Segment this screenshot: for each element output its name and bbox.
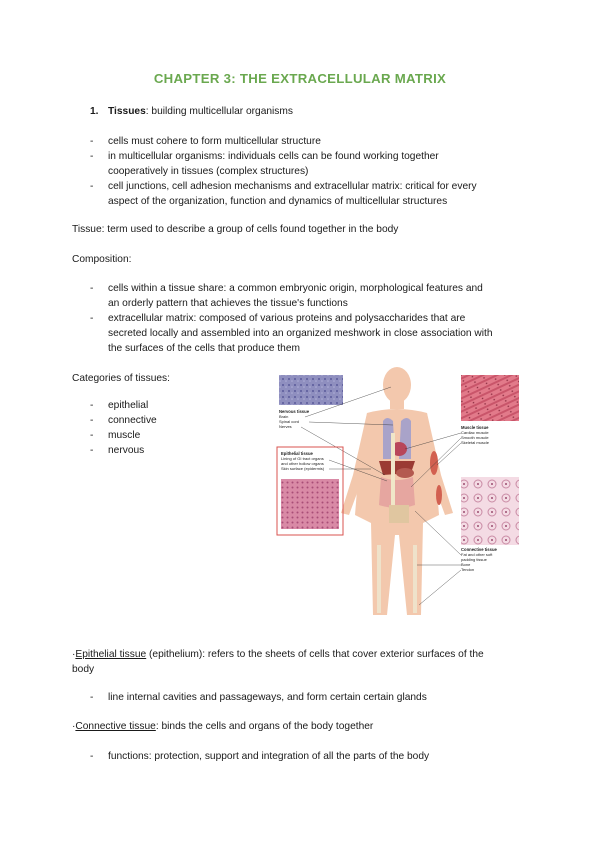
epithelial-heading: Epithelial tissue (281, 451, 313, 456)
bullet-dash: - (90, 430, 94, 441)
bullet-dash: - (90, 136, 94, 147)
connective-item: Bone (461, 562, 471, 567)
category-item: nervous (108, 445, 145, 456)
section-heading (108, 104, 293, 119)
list-item: functions: protection, support and integration of all the parts of the body (108, 751, 430, 762)
epithelial-definition: (epithelium): refers to the sheets of cells that cover exterior surfaces of the (146, 649, 484, 660)
list-item-line: the surfaces of the cells that produce them (108, 343, 300, 354)
bullet-dash: - (90, 445, 94, 456)
muscle-tissue-image (461, 375, 519, 421)
epithelial-paragraph-line2: body (72, 664, 95, 675)
bullet-dash: - (90, 313, 94, 324)
muscle-item: Smooth muscle (461, 435, 489, 440)
list-item-line: extracellular matrix: composed of various proteins and polysaccharides that are (108, 313, 466, 324)
list-item-line: an orderly pattern that achieves the tissue's functions (108, 298, 348, 309)
list-item-line: cooperatively in tissues (complex structures) (108, 166, 309, 177)
list-item-line: aspect of the organization, function and dynamics of multicellular structures (108, 196, 448, 207)
list-item-line: cells within a tissue share: a common embryonic origin, morphological features and (108, 283, 483, 294)
connective-item: padding tissue (461, 557, 487, 562)
list-item: line internal cavities and passageways, and form certain certain glands (108, 692, 427, 703)
tissue-definition: Tissue: term used to describe a group of cells found together in the body (72, 224, 399, 235)
bullet-dash: - (90, 751, 94, 762)
bullet-dash: - (90, 283, 94, 294)
category-item: connective (108, 415, 157, 426)
bullet-dash: - (90, 151, 94, 162)
nervous-item: Brain (279, 414, 289, 419)
muscle-item: Cardiac muscle (461, 430, 489, 435)
bullet-dash: - (90, 692, 94, 703)
connective-tissue-image (461, 477, 519, 545)
chapter-title: CHAPTER 3: THE EXTRACELLULAR MATRIX (153, 71, 447, 86)
connective-paragraph (72, 719, 373, 734)
category-item: epithelial (108, 400, 149, 411)
epithelial-item: Lining of GI tract organs (281, 456, 324, 461)
epithelial-item: Skin surface (epidermis) (281, 466, 325, 471)
nervous-tissue-image (279, 375, 343, 405)
list-item-line: secreted locally and assembled into an organized meshwork in close association with (108, 328, 493, 339)
connective-heading: Connective tissue (461, 547, 497, 552)
connective-definition: : binds the cells and organs of the body together (155, 721, 374, 732)
epithelial-item: and other hollow organs (281, 461, 324, 466)
paragraph-marker: · (72, 721, 76, 732)
composition-label: Composition: (72, 254, 132, 265)
human-body-illustration (341, 367, 453, 615)
connective-term: Connective tissue (75, 721, 156, 732)
list-item-line: in multicellular organisms: individuals cells can be found working together (108, 151, 439, 162)
epithelial-paragraph (72, 647, 484, 662)
tissue-figure (275, 365, 525, 625)
connective-item: Fat and other soft (461, 552, 493, 557)
epithelial-term: Epithelial tissue (75, 649, 147, 660)
muscle-item: Skeletal muscle (461, 440, 490, 445)
connective-item: Tendon (461, 567, 475, 572)
section-number: 1. (90, 106, 99, 117)
pointer-line (419, 570, 461, 605)
pointer-line (437, 443, 461, 465)
categories-label: Categories of tissues: (72, 373, 170, 384)
list-item-line: cell junctions, cell adhesion mechanisms and extracellular matrix: critical for every (108, 181, 477, 192)
paragraph-marker: · (72, 649, 76, 660)
bullet-dash: - (90, 181, 94, 192)
nervous-item: Nerves (279, 424, 292, 429)
section-heading-term: Tissues (108, 106, 146, 117)
epithelial-tissue-image (281, 479, 339, 529)
nervous-heading: Nervous tissue (279, 409, 310, 414)
bullet-dash: - (90, 400, 94, 411)
nervous-item: Spinal cord (279, 419, 300, 424)
category-item: muscle (108, 430, 141, 441)
muscle-heading: Muscle tissue (461, 425, 489, 430)
section-heading-rest: : building multicellular organisms (145, 106, 293, 117)
list-item: cells must cohere to form multicellular structure (108, 136, 321, 147)
bullet-dash: - (90, 415, 94, 426)
